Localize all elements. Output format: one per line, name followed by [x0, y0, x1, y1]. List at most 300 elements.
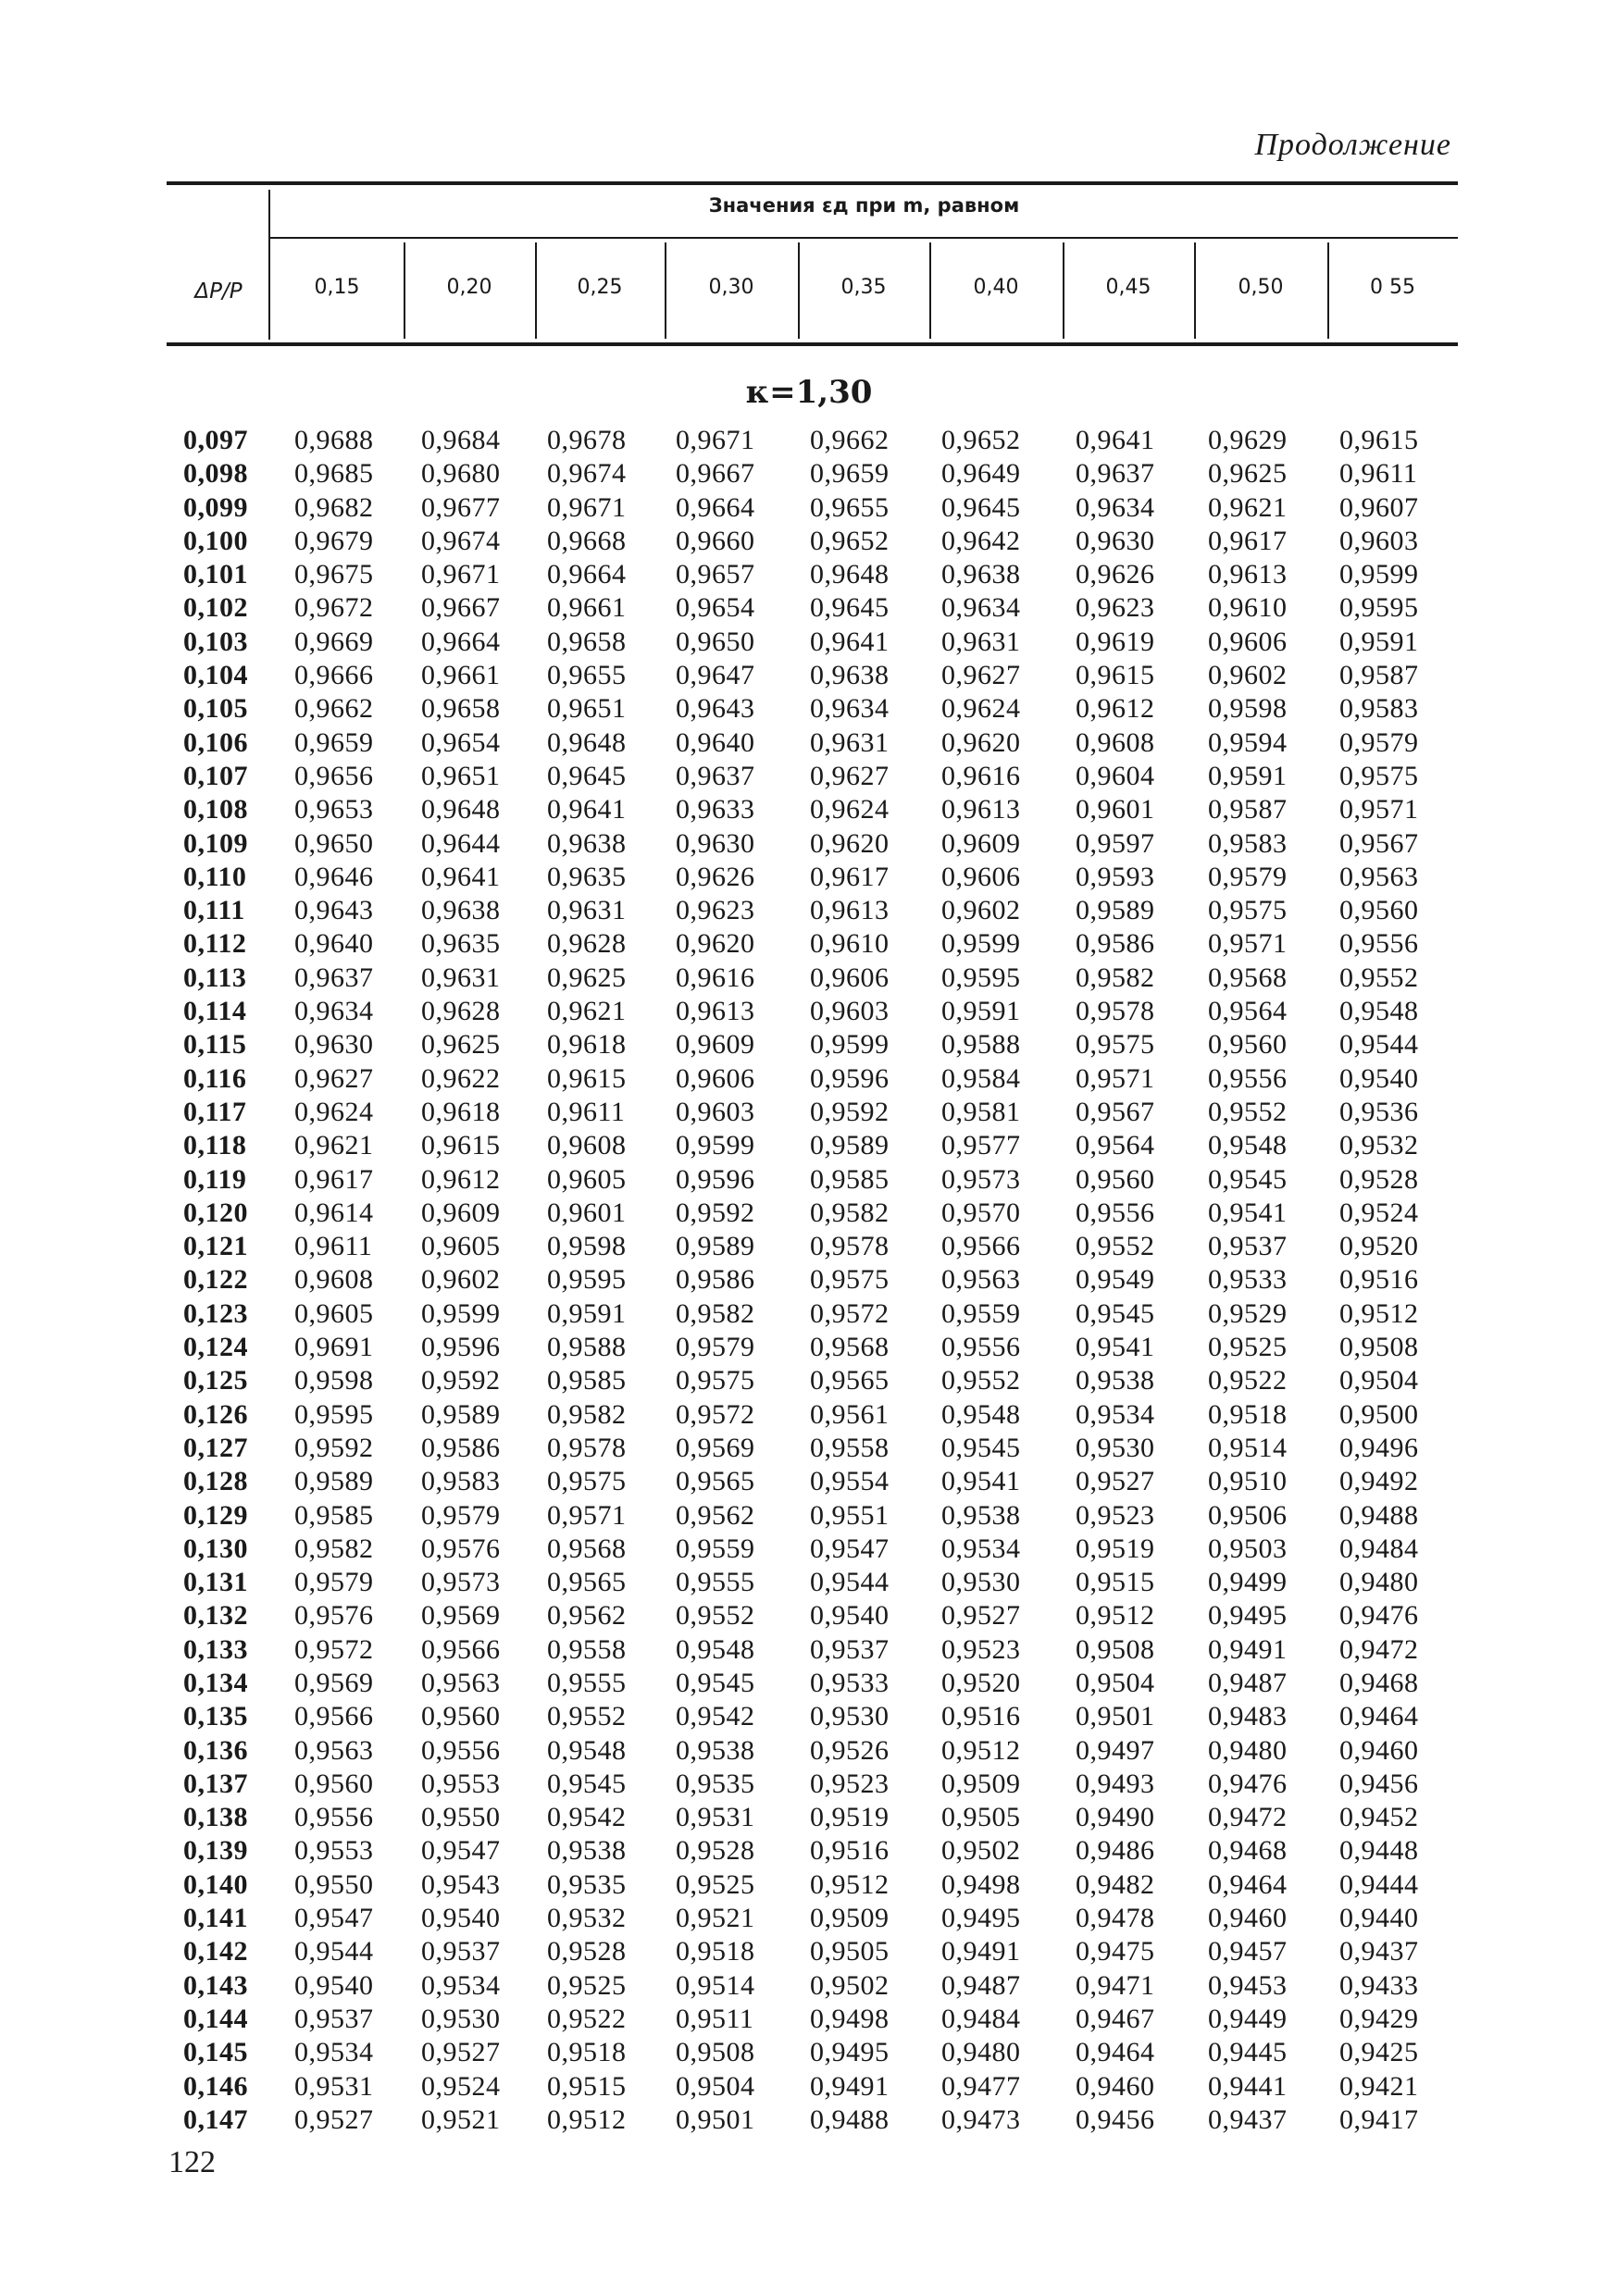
row-key-cell: 0,102	[183, 592, 248, 624]
value-cell: 0,9564	[1208, 996, 1288, 1027]
value-cell: 0,9545	[941, 1432, 1021, 1463]
table-header-bottom-rule	[167, 342, 1458, 346]
value-cell: 0,9576	[421, 1533, 501, 1564]
value-cell: 0,9505	[941, 1802, 1021, 1833]
value-cell: 0,9599	[421, 1297, 501, 1329]
value-cell: 0,9501	[676, 2104, 755, 2135]
value-cell: 0,9615	[1339, 425, 1419, 455]
value-cell: 0,9575	[676, 1365, 755, 1396]
value-cell: 0,9630	[676, 827, 755, 859]
value-cell: 0,9599	[676, 1130, 755, 1161]
value-cell: 0,9508	[1076, 1633, 1155, 1665]
value-cell: 0,9599	[941, 928, 1021, 960]
value-cell: 0,9437	[1339, 1936, 1419, 1967]
value-cell: 0,9540	[294, 1969, 374, 2001]
value-cell: 0,9476	[1339, 1600, 1419, 1632]
value-cell: 0,9543	[421, 1868, 501, 1900]
value-cell: 0,9581	[941, 1096, 1021, 1127]
value-cell: 0,9570	[941, 1197, 1021, 1228]
value-cell: 0,9504	[1339, 1365, 1419, 1396]
row-key-cell: 0,100	[183, 525, 248, 556]
value-cell: 0,9512	[547, 2104, 627, 2135]
value-cell: 0,9642	[941, 525, 1021, 556]
row-key-cell: 0,130	[183, 1533, 248, 1564]
value-cell: 0,9453	[1208, 1969, 1288, 2001]
row-key-cell: 0,118	[183, 1130, 247, 1161]
section-label: κ=1,30	[745, 374, 873, 411]
value-cell: 0,9498	[941, 1868, 1021, 1900]
value-cell: 0,9541	[1208, 1197, 1288, 1228]
value-cell: 0,9556	[1076, 1197, 1155, 1228]
value-cell: 0,9464	[1339, 1701, 1419, 1732]
value-cell: 0,9571	[547, 1499, 627, 1531]
value-cell: 0,9638	[810, 660, 890, 691]
value-cell: 0,9559	[676, 1533, 755, 1564]
value-cell: 0,9605	[547, 1163, 627, 1195]
row-key-cell: 0,107	[183, 760, 248, 791]
value-cell: 0,9591	[1339, 626, 1419, 657]
value-cell: 0,9589	[1076, 895, 1155, 926]
value-cell: 0,9534	[294, 2037, 374, 2068]
value-cell: 0,9456	[1076, 2104, 1155, 2135]
value-cell: 0,9611	[1339, 458, 1418, 490]
value-cell: 0,9556	[294, 1802, 374, 1833]
row-key-cell: 0,122	[183, 1264, 248, 1296]
row-key-cell: 0,115	[183, 1029, 247, 1061]
value-cell: 0,9658	[421, 693, 501, 725]
value-cell: 0,9471	[1076, 1969, 1155, 2001]
value-cell: 0,9627	[294, 1062, 374, 1094]
value-cell: 0,9660	[676, 525, 755, 556]
value-cell: 0,9599	[1339, 559, 1419, 590]
value-cell: 0,9531	[294, 2070, 374, 2102]
value-cell: 0,9544	[1339, 1029, 1419, 1061]
row-key-cell: 0,116	[183, 1062, 247, 1094]
value-cell: 0,9627	[810, 760, 890, 791]
value-cell: 0,9551	[810, 1499, 890, 1531]
value-cell: 0,9613	[676, 996, 755, 1027]
value-cell: 0,9677	[421, 491, 501, 523]
value-cell: 0,9527	[941, 1600, 1021, 1632]
value-cell: 0,9473	[941, 2104, 1021, 2135]
value-cell: 0,9491	[941, 1936, 1021, 1967]
value-cell: 0,9585	[294, 1499, 374, 1531]
value-cell: 0,9545	[1076, 1297, 1155, 1329]
column-header: 0,15	[314, 276, 360, 299]
value-cell: 0,9637	[294, 962, 374, 993]
value-cell: 0,9620	[941, 726, 1021, 758]
row-key-cell: 0,104	[183, 660, 248, 691]
value-cell: 0,9624	[810, 794, 890, 825]
value-cell: 0,9533	[810, 1667, 890, 1698]
value-cell: 0,9653	[294, 794, 374, 825]
value-cell: 0,9486	[1076, 1835, 1155, 1867]
row-key-cell: 0,146	[183, 2070, 248, 2102]
value-cell: 0,9499	[1208, 1567, 1288, 1598]
value-cell: 0,9483	[1208, 1701, 1288, 1732]
value-cell: 0,9511	[676, 2003, 754, 2034]
value-cell: 0,9534	[941, 1533, 1021, 1564]
value-cell: 0,9671	[547, 491, 627, 523]
value-cell: 0,9540	[810, 1600, 890, 1632]
value-cell: 0,9582	[810, 1197, 890, 1228]
value-cell: 0,9571	[1208, 928, 1288, 960]
value-cell: 0,9649	[941, 458, 1021, 490]
value-cell: 0,9594	[1208, 726, 1288, 758]
value-cell: 0,9544	[810, 1567, 890, 1598]
row-key-cell: 0,132	[183, 1600, 248, 1632]
value-cell: 0,9669	[294, 626, 374, 657]
value-cell: 0,9672	[294, 592, 374, 624]
value-cell: 0,9529	[1208, 1297, 1288, 1329]
value-cell: 0,9478	[1076, 1903, 1155, 1934]
value-cell: 0,9601	[1076, 794, 1155, 825]
value-cell: 0,9512	[1339, 1297, 1419, 1329]
value-cell: 0,9631	[547, 895, 627, 926]
value-cell: 0,9615	[547, 1062, 627, 1094]
value-cell: 0,9541	[941, 1466, 1021, 1497]
row-key-cell: 0,114	[183, 996, 247, 1027]
value-cell: 0,9555	[676, 1567, 755, 1598]
value-cell: 0,9610	[1208, 592, 1288, 624]
value-cell: 0,9437	[1208, 2104, 1288, 2135]
row-key-cell: 0,139	[183, 1835, 248, 1867]
value-cell: 0,9569	[676, 1432, 755, 1463]
value-cell: 0,9624	[941, 693, 1021, 725]
value-cell: 0,9626	[676, 861, 755, 892]
value-cell: 0,9621	[1208, 491, 1288, 523]
value-cell: 0,9491	[1208, 1633, 1288, 1665]
value-cell: 0,9604	[1076, 760, 1155, 791]
continuation-label: Продолжение	[1254, 128, 1451, 162]
row-key-cell: 0,098	[183, 458, 248, 490]
value-cell: 0,9552	[1208, 1096, 1288, 1127]
value-cell: 0,9641	[1076, 425, 1155, 455]
value-cell: 0,9521	[676, 1903, 755, 1934]
value-cell: 0,9602	[941, 895, 1021, 926]
value-cell: 0,9520	[941, 1667, 1021, 1698]
value-cell: 0,9553	[421, 1768, 501, 1799]
value-cell: 0,9664	[676, 491, 755, 523]
value-cell: 0,9504	[1076, 1667, 1155, 1698]
value-cell: 0,9522	[1208, 1365, 1288, 1396]
row-key-cell: 0,144	[183, 2003, 248, 2034]
value-cell: 0,9468	[1208, 1835, 1288, 1867]
value-cell: 0,9613	[941, 794, 1021, 825]
value-cell: 0,9488	[1339, 1499, 1419, 1531]
value-cell: 0,9421	[1339, 2070, 1419, 2102]
value-cell: 0,9527	[421, 2037, 501, 2068]
value-cell: 0,9519	[1076, 1533, 1155, 1564]
value-cell: 0,9496	[1339, 1432, 1419, 1463]
row-key-cell: 0,129	[183, 1499, 248, 1531]
value-cell: 0,9565	[676, 1466, 755, 1497]
value-cell: 0,9614	[294, 1197, 374, 1228]
value-cell: 0,9497	[1076, 1734, 1155, 1766]
value-cell: 0,9641	[547, 794, 627, 825]
value-cell: 0,9635	[547, 861, 627, 892]
value-cell: 0,9526	[810, 1734, 890, 1766]
row-key-cell: 0,120	[183, 1197, 248, 1228]
value-cell: 0,9518	[676, 1936, 755, 1967]
row-key-cell: 0,119	[183, 1163, 247, 1195]
value-cell: 0,9588	[547, 1332, 627, 1363]
value-cell: 0,9619	[1076, 626, 1155, 657]
value-cell: 0,9538	[676, 1734, 755, 1766]
value-cell: 0,9452	[1339, 1802, 1419, 1833]
column-divider	[1327, 242, 1329, 339]
row-header-label: ΔP/P	[194, 279, 243, 304]
value-cell: 0,9668	[547, 525, 627, 556]
value-cell: 0,9628	[421, 996, 501, 1027]
row-key-cell: 0,099	[183, 491, 248, 523]
value-cell: 0,9545	[1208, 1163, 1288, 1195]
value-cell: 0,9544	[294, 1936, 374, 1967]
value-cell: 0,9523	[810, 1768, 890, 1799]
value-cell: 0,9598	[1208, 693, 1288, 725]
value-cell: 0,9538	[1076, 1365, 1155, 1396]
value-cell: 0,9537	[421, 1936, 501, 1967]
value-cell: 0,9603	[810, 996, 890, 1027]
value-cell: 0,9611	[294, 1231, 373, 1262]
value-cell: 0,9591	[941, 996, 1021, 1027]
value-cell: 0,9603	[676, 1096, 755, 1127]
value-cell: 0,9637	[676, 760, 755, 791]
column-divider	[929, 242, 931, 339]
value-cell: 0,9629	[1208, 425, 1288, 455]
row-key-cell: 0,113	[183, 962, 247, 993]
value-cell: 0,9495	[941, 1903, 1021, 1934]
value-cell: 0,9548	[941, 1398, 1021, 1430]
value-cell: 0,9586	[676, 1264, 755, 1296]
value-cell: 0,9651	[421, 760, 501, 791]
value-cell: 0,9552	[676, 1600, 755, 1632]
column-header: 0,25	[577, 276, 623, 299]
value-cell: 0,9589	[676, 1231, 755, 1262]
value-cell: 0,9654	[421, 726, 501, 758]
row-key-cell: 0,147	[183, 2104, 248, 2135]
table-top-rule	[167, 181, 1458, 185]
value-cell: 0,9568	[547, 1533, 627, 1564]
value-cell: 0,9464	[1208, 1868, 1288, 1900]
value-cell: 0,9618	[421, 1096, 501, 1127]
value-cell: 0,9638	[421, 895, 501, 926]
row-key-cell: 0,124	[183, 1332, 248, 1363]
value-cell: 0,9612	[421, 1163, 501, 1195]
value-cell: 0,9523	[1076, 1499, 1155, 1531]
value-cell: 0,9542	[547, 1802, 627, 1833]
value-cell: 0,9607	[1339, 491, 1419, 523]
row-key-cell: 0,126	[183, 1398, 248, 1430]
value-cell: 0,9552	[1339, 962, 1419, 993]
column-divider	[1063, 242, 1064, 339]
value-cell: 0,9626	[1076, 559, 1155, 590]
value-cell: 0,9666	[294, 660, 374, 691]
value-cell: 0,9548	[1208, 1130, 1288, 1161]
value-cell: 0,9552	[1076, 1231, 1155, 1262]
value-cell: 0,9596	[421, 1332, 501, 1363]
value-cell: 0,9643	[294, 895, 374, 926]
value-cell: 0,9480	[1208, 1734, 1288, 1766]
value-cell: 0,9634	[1076, 491, 1155, 523]
value-cell: 0,9525	[547, 1969, 627, 2001]
value-cell: 0,9495	[810, 2037, 890, 2068]
column-header: 0,45	[1105, 276, 1151, 299]
column-header: 0 55	[1370, 276, 1415, 299]
column-divider	[798, 242, 800, 339]
value-cell: 0,9534	[1076, 1398, 1155, 1430]
value-cell: 0,9595	[294, 1398, 374, 1430]
table-column-group-header: Значения εд при m, равном	[708, 194, 1020, 217]
value-cell: 0,9579	[294, 1567, 374, 1598]
value-cell: 0,9583	[1208, 827, 1288, 859]
value-cell: 0,9647	[676, 660, 755, 691]
value-cell: 0,9630	[294, 1029, 374, 1061]
row-key-cell: 0,123	[183, 1297, 248, 1329]
value-cell: 0,9648	[421, 794, 501, 825]
value-cell: 0,9550	[421, 1802, 501, 1833]
value-cell: 0,9682	[294, 491, 374, 523]
value-cell: 0,9560	[294, 1768, 374, 1799]
value-cell: 0,9573	[941, 1163, 1021, 1195]
value-cell: 0,9674	[547, 458, 627, 490]
value-cell: 0,9528	[1339, 1163, 1419, 1195]
value-cell: 0,9468	[1339, 1667, 1419, 1698]
value-cell: 0,9524	[421, 2070, 501, 2102]
value-cell: 0,9475	[1076, 1936, 1155, 1967]
value-cell: 0,9645	[941, 491, 1021, 523]
value-cell: 0,9460	[1208, 1903, 1288, 1934]
value-cell: 0,9530	[421, 2003, 501, 2034]
column-header: 0,35	[840, 276, 887, 299]
value-cell: 0,9464	[1076, 2037, 1155, 2068]
value-cell: 0,9595	[941, 962, 1021, 993]
row-key-cell: 0,109	[183, 827, 248, 859]
value-cell: 0,9560	[1339, 895, 1419, 926]
value-cell: 0,9445	[1208, 2037, 1288, 2068]
value-cell: 0,9516	[810, 1835, 890, 1867]
value-cell: 0,9537	[810, 1633, 890, 1665]
value-cell: 0,9587	[1339, 660, 1419, 691]
value-cell: 0,9569	[294, 1667, 374, 1698]
value-cell: 0,9425	[1339, 2037, 1419, 2068]
value-cell: 0,9537	[294, 2003, 374, 2034]
value-cell: 0,9503	[1208, 1533, 1288, 1564]
value-cell: 0,9592	[421, 1365, 501, 1396]
value-cell: 0,9658	[547, 626, 627, 657]
value-cell: 0,9661	[421, 660, 501, 691]
value-cell: 0,9606	[1208, 626, 1288, 657]
value-cell: 0,9558	[810, 1432, 890, 1463]
value-cell: 0,9662	[294, 693, 374, 725]
value-cell: 0,9609	[421, 1197, 501, 1228]
value-cell: 0,9585	[810, 1163, 890, 1195]
value-cell: 0,9556	[1208, 1062, 1288, 1094]
value-cell: 0,9532	[1339, 1130, 1419, 1161]
value-cell: 0,9508	[1339, 1332, 1419, 1363]
value-cell: 0,9606	[941, 861, 1021, 892]
value-cell: 0,9575	[547, 1466, 627, 1497]
value-cell: 0,9556	[941, 1332, 1021, 1363]
value-cell: 0,9467	[1076, 2003, 1155, 2034]
value-cell: 0,9613	[1208, 559, 1288, 590]
value-cell: 0,9518	[547, 2037, 627, 2068]
value-cell: 0,9596	[676, 1163, 755, 1195]
value-cell: 0,9679	[294, 525, 374, 556]
value-cell: 0,9552	[941, 1365, 1021, 1396]
value-cell: 0,9568	[1208, 962, 1288, 993]
value-cell: 0,9659	[810, 458, 890, 490]
value-cell: 0,9680	[421, 458, 501, 490]
value-cell: 0,9583	[1339, 693, 1419, 725]
value-cell: 0,9566	[421, 1633, 501, 1665]
value-cell: 0,9620	[810, 827, 890, 859]
row-key-cell: 0,125	[183, 1365, 248, 1396]
value-cell: 0,9562	[547, 1600, 627, 1632]
value-cell: 0,9628	[547, 928, 627, 960]
value-cell: 0,9667	[676, 458, 755, 490]
value-cell: 0,9589	[421, 1398, 501, 1430]
value-cell: 0,9429	[1339, 2003, 1419, 2034]
value-cell: 0,9527	[1076, 1466, 1155, 1497]
value-cell: 0,9579	[1208, 861, 1288, 892]
value-cell: 0,9568	[810, 1332, 890, 1363]
row-key-cell: 0,140	[183, 1868, 248, 1900]
value-cell: 0,9598	[547, 1231, 627, 1262]
value-cell: 0,9631	[810, 726, 890, 758]
row-key-cell: 0,136	[183, 1734, 248, 1766]
value-cell: 0,9605	[294, 1297, 374, 1329]
value-cell: 0,9606	[810, 962, 890, 993]
value-cell: 0,9567	[1339, 827, 1419, 859]
value-cell: 0,9609	[676, 1029, 755, 1061]
value-cell: 0,9612	[1076, 693, 1155, 725]
table-header-rule	[270, 237, 1458, 239]
column-header: 0,40	[973, 276, 1019, 299]
value-cell: 0,9675	[294, 559, 374, 590]
value-cell: 0,9585	[547, 1365, 627, 1396]
value-cell: 0,9528	[547, 1936, 627, 1967]
value-cell: 0,9583	[421, 1466, 501, 1497]
value-cell: 0,9573	[421, 1567, 501, 1598]
value-cell: 0,9508	[676, 2037, 755, 2068]
column-divider	[665, 242, 666, 339]
value-cell: 0,9623	[1076, 592, 1155, 624]
value-cell: 0,9505	[810, 1936, 890, 1967]
value-cell: 0,9582	[547, 1398, 627, 1430]
row-key-cell: 0,142	[183, 1936, 248, 1967]
value-cell: 0,9638	[941, 559, 1021, 590]
value-cell: 0,9615	[1076, 660, 1155, 691]
column-header: 0,30	[708, 276, 754, 299]
value-cell: 0,9652	[810, 525, 890, 556]
value-cell: 0,9623	[676, 895, 755, 926]
value-cell: 0,9582	[294, 1533, 374, 1564]
value-cell: 0,9577	[941, 1130, 1021, 1161]
row-key-cell: 0,112	[183, 928, 247, 960]
row-key-cell: 0,101	[183, 559, 248, 590]
row-key-cell: 0,145	[183, 2037, 248, 2068]
value-cell: 0,9655	[810, 491, 890, 523]
row-key-cell: 0,138	[183, 1802, 248, 1833]
value-cell: 0,9598	[294, 1365, 374, 1396]
value-cell: 0,9484	[941, 2003, 1021, 2034]
value-cell: 0,9643	[676, 693, 755, 725]
value-cell: 0,9684	[421, 425, 501, 455]
value-cell: 0,9488	[810, 2104, 890, 2135]
value-cell: 0,9558	[547, 1633, 627, 1665]
value-cell: 0,9487	[1208, 1667, 1288, 1698]
